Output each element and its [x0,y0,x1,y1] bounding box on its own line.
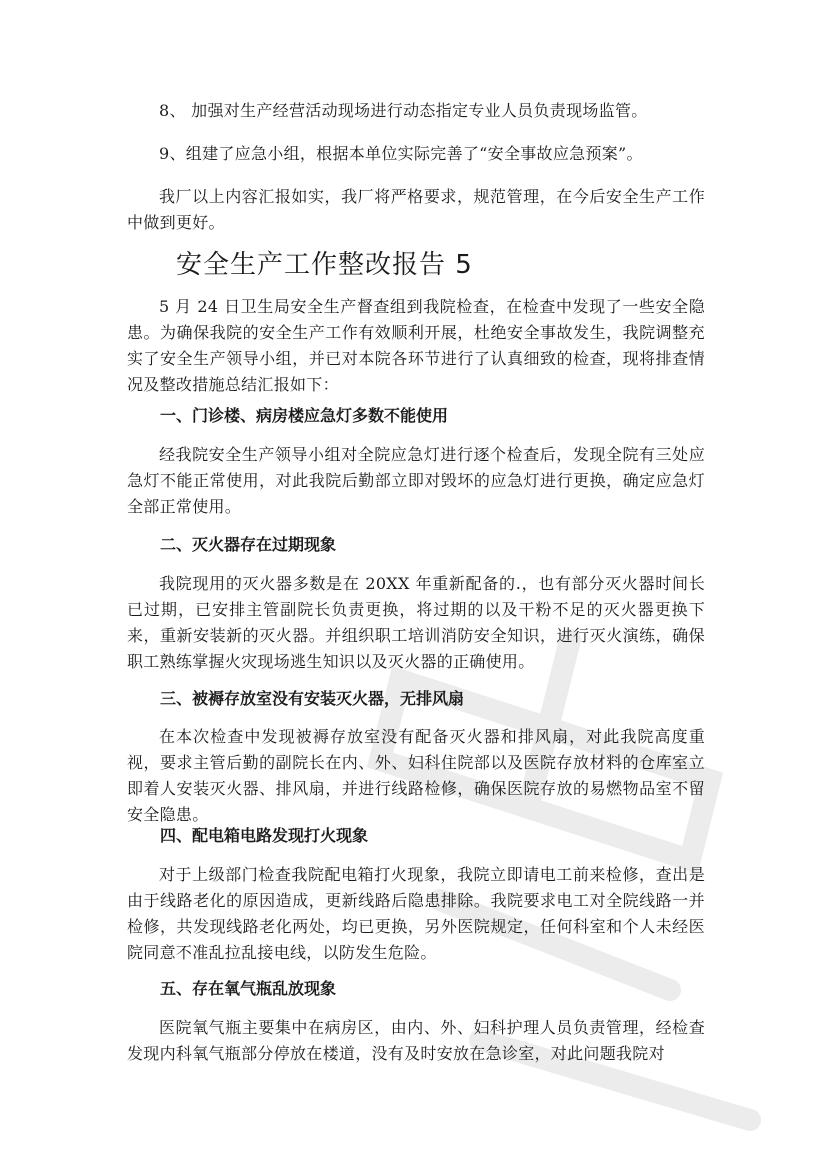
list-item-9: 9、组建了应急小组，根据本单位实际完善了“安全事故应急预案”。 [159,144,643,163]
section-body-3: 在本次检查中发现被褥存放室没有配备灭火器和排风扇，对此我院高度重视，要求主管后勤的副院长在内、外、妇科住院部以及医院存放材料的仓库室立即着人安装灭火器、排风扇，并进行线路检修，确保医院存放的易燃物品室不留安全隐患。 [127,727,705,824]
section-body-2: 我院现用的灭火器多数是在 20XX 年重新配备的.，也有部分灭火器时间长已过期，已安排主管副院长负责更换，将过期的以及干粉不足的灭火器更换下来，重新安装新的灭火器。并组织职工培训消防安全知识，进行灭火演练，确保职工熟练掌握火灾现场逃生知识以及灭火器的正确使用。 [127,574,705,671]
section-heading-5: 五、存在氧气瓶乱放现象 [160,979,337,998]
section-heading-4: 四、配电箱电路发现打火现象 [160,826,369,845]
list-item-8: 8、 加强对生产经营活动现场进行动态指定专业人员负责现场监管。 [159,101,648,120]
section-heading-1: 一、门诊楼、病房楼应急灯多数不能使用 [160,406,449,425]
report-title: 安全生产工作整改报告 5 [176,250,473,280]
section-heading-3: 三、被褥存放室没有安装灭火器，无排风扇 [160,689,465,708]
section-heading-2: 二、灭火器存在过期现象 [160,535,337,554]
intro-paragraph: 5 月 24 日卫生局安全生产督查组到我院检查，在检查中发现了一些安全隐患。为确保我院的安全生产工作有效顺利开展，杜绝安全事故发生，我院调整充实了安全生产领导小组，并已对本院各环节进行了认真细致的检查，现将排查情况及整改措施总结汇报如下： [127,297,705,394]
section-body-4: 对于上级部门检查我院配电箱打火现象，我院立即请电工前来检修，查出是由于线路老化的原因造成，更新线路后隐患排除。我院要求电工对全院线路一并检修，共发现线路老化两处，均已更换，另外医院规定，任何科室和个人未经医院同意不准乱拉乱接电线，以防发生危险。 [127,865,705,962]
section-body-5: 医院氧气瓶主要集中在病房区，由内、外、妇科护理人员负责管理，经检查发现内科氧气瓶部分停放在楼道，没有及时安放在急诊室，对此问题我院对 [127,1018,705,1063]
closing-paragraph: 我厂以上内容汇报如实，我厂将严格要求，规范管理，在今后安全生产工作中做到更好。 [127,187,705,232]
section-body-1: 经我院安全生产领导小组对全院应急灯进行逐个检查后，发现全院有三处应急灯不能正常使用，对此我院后勤部立即对毁坏的应急灯进行更换，确定应急灯全部正常使用。 [127,445,705,516]
